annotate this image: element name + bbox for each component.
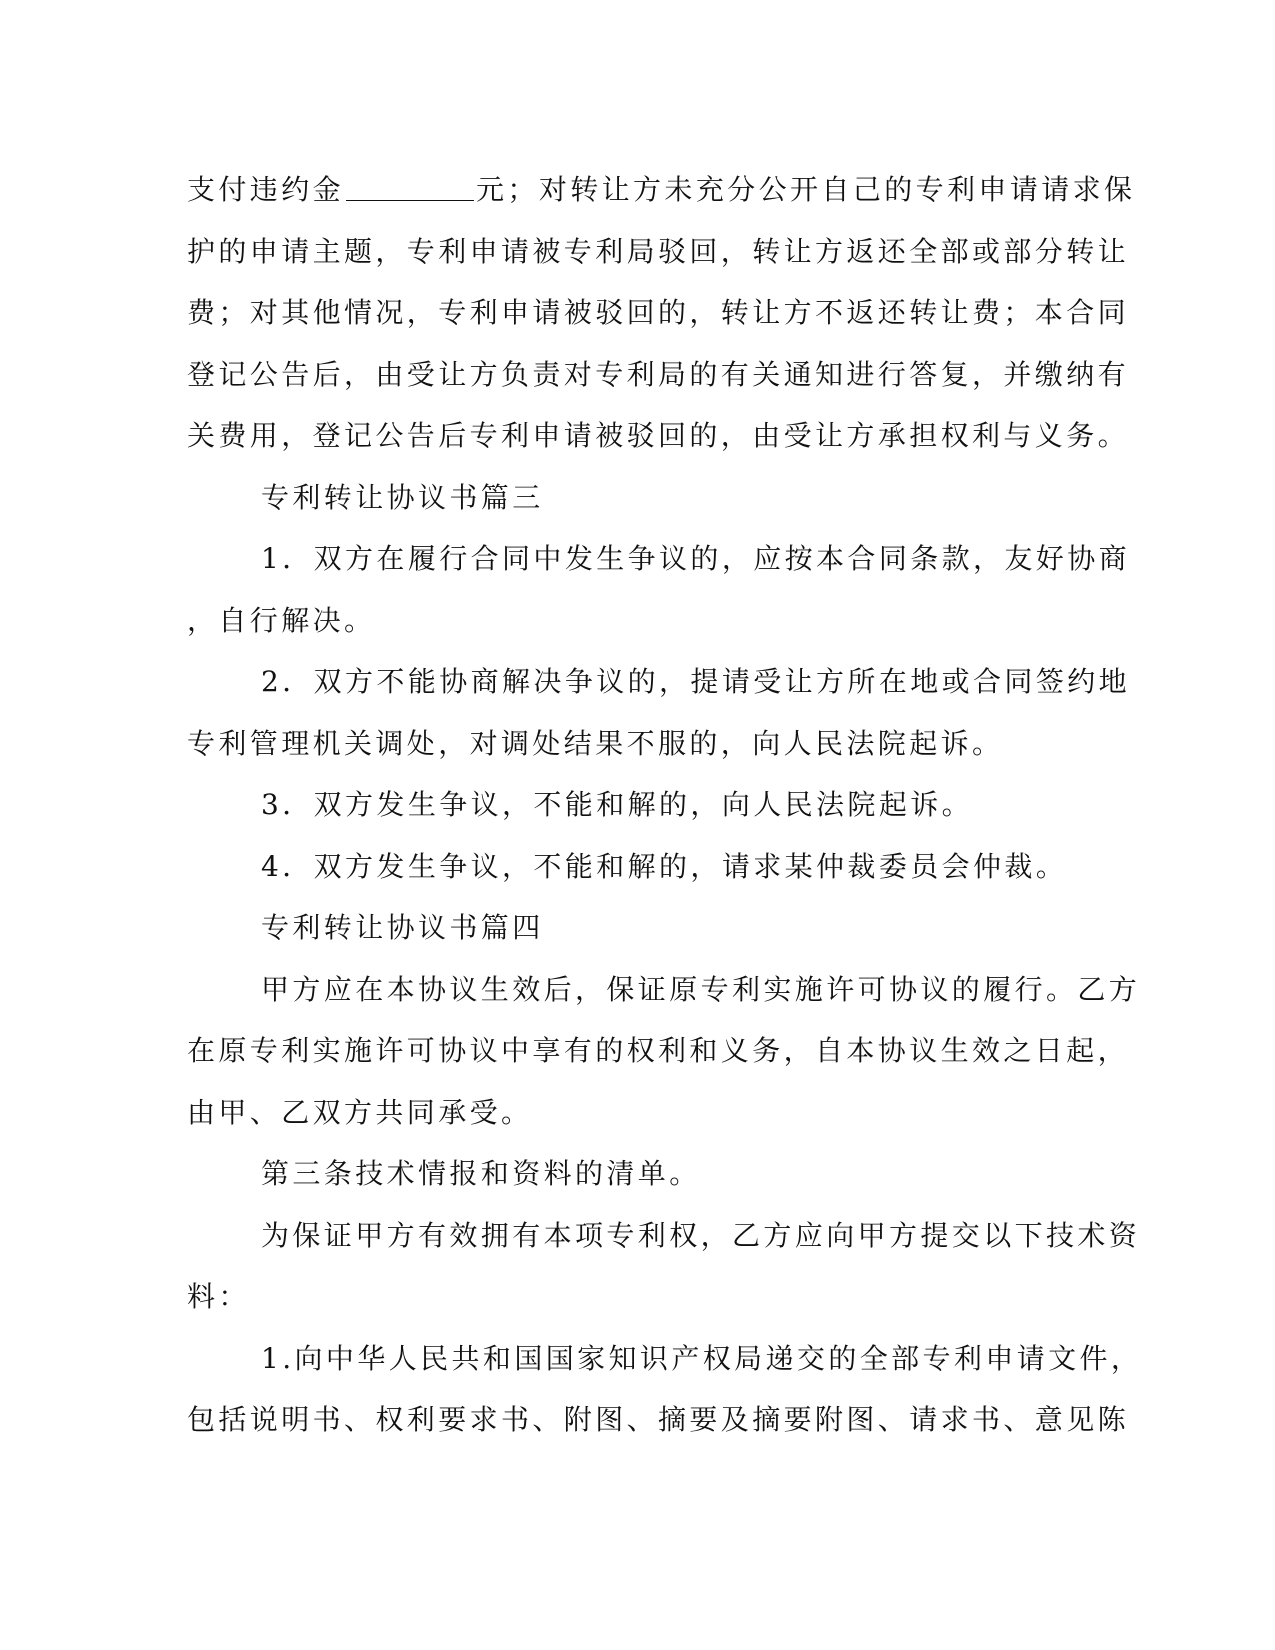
paragraph-line: 料： bbox=[187, 1280, 250, 1313]
paragraph-line: 为保证甲方有效拥有本项专利权，乙方应向甲方提交以下技术资 bbox=[261, 1218, 1141, 1252]
clause-2-line: 2．双方不能协商解决争议的，提请受让方所在地或合同签约地 bbox=[261, 665, 1131, 698]
paragraph-line: 由甲、乙双方共同承受。 bbox=[187, 1095, 533, 1129]
paragraph-line: 在原专利实施许可协议中享有的权利和义务，自本协议生效之日起， bbox=[187, 1034, 1130, 1067]
list-item-line: 包括说明书、权利要求书、附图、摘要及摘要附图、请求书、意见陈 bbox=[187, 1403, 1130, 1436]
fill-in-blank bbox=[346, 170, 474, 201]
paragraph-line bbox=[187, 159, 1136, 221]
text-span: 元；对转让方未充分公开自己的专利申请请求保 bbox=[476, 173, 1136, 206]
section-heading-3: 专利转让协议书篇三 bbox=[261, 480, 544, 514]
paragraph-line: 登记公告后，由受让方负责对专利局的有关通知进行答复，并缴纳有 bbox=[187, 357, 1130, 391]
paragraph-line: 护的申请主题，专利申请被专利局驳回，转让方返还全部或部分转让 bbox=[187, 234, 1130, 268]
paragraph-line: 费；对其他情况，专利申请被驳回的，转让方不返还转让费；本合同 bbox=[187, 296, 1130, 329]
section-heading-4: 专利转让协议书篇四 bbox=[261, 911, 544, 944]
list-item-line: 1.向中华人民共和国国家知识产权局递交的全部专利申请文件， bbox=[261, 1341, 1143, 1375]
text-span: 支付违约金 bbox=[187, 173, 345, 206]
clause-2-line: 专利管理机关调处，对调处结果不服的，向人民法院起诉。 bbox=[187, 726, 1004, 760]
clause-1-line: ，自行解决。 bbox=[187, 603, 376, 637]
paragraph-line: 甲方应在本协议生效后，保证原专利实施许可协议的履行。乙方 bbox=[261, 972, 1141, 1006]
clause-4: 4．双方发生争议，不能和解的，请求某仲裁委员会仲裁。 bbox=[261, 849, 1068, 883]
paragraph-line: 关费用，登记公告后专利申请被驳回的，由受让方承担权利与义务。 bbox=[187, 419, 1130, 452]
document-body bbox=[187, 159, 1143, 1451]
article-heading: 第三条技术情报和资料的清单。 bbox=[261, 1157, 701, 1190]
clause-3: 3．双方发生争议，不能和解的，向人民法院起诉。 bbox=[261, 788, 974, 821]
clause-1-line: 1．双方在履行合同中发生争议的，应按本合同条款，友好协商 bbox=[261, 542, 1131, 575]
